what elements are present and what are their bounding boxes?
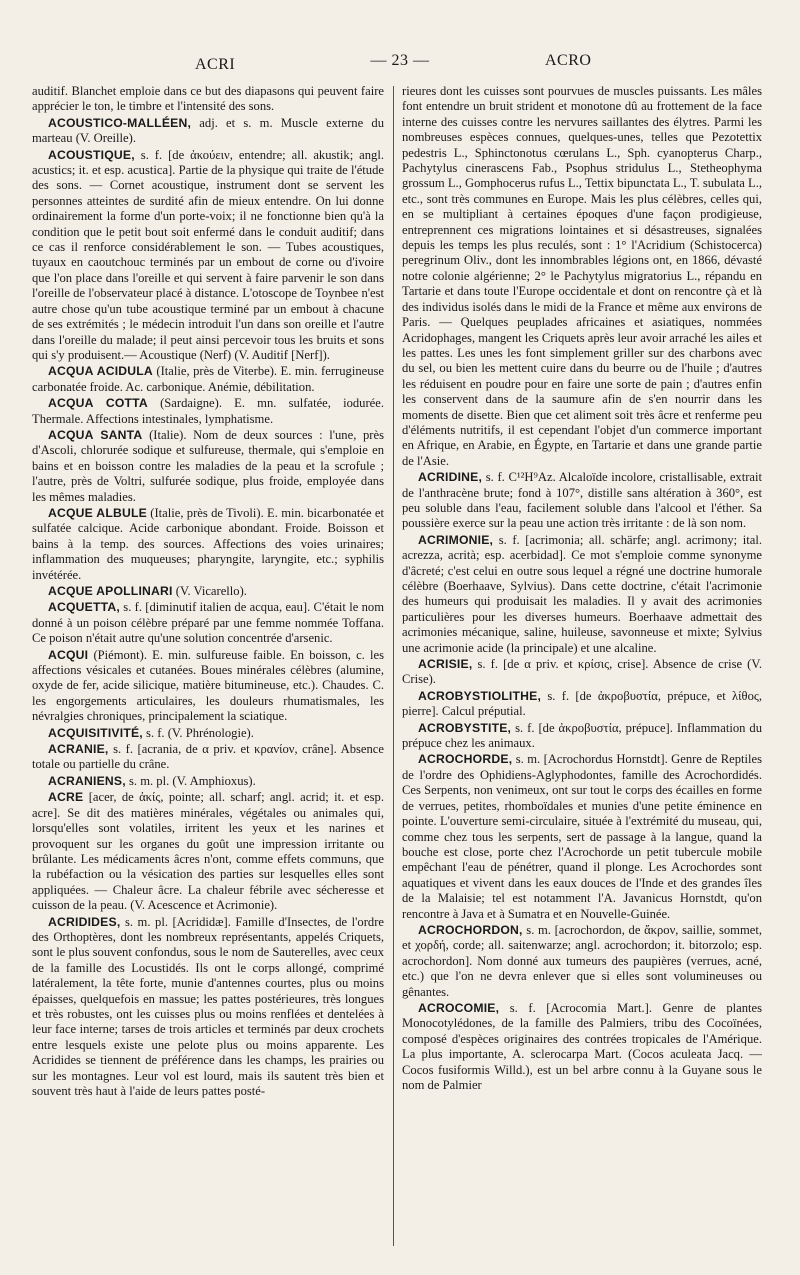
entry-headword: ACQUA SANTA [48,427,143,442]
dictionary-entry [402,721,762,752]
entry-text: (Piémont). E. min. sulfureuse faible. En boisson, c. les affections vésicales et cutanées. Boues minérales célèbres (alumine, oxyde de fer, acide silicique, matière bitumineuse, etc.). Chaudes. C. les engorgements articulaires, les douleurs rhumatismales, les névralgies chroniques, principalement la sciatique. [32,647,384,724]
entry-text: adj. et s. m. Muscle externe du marteau (V. Oreille). [32,115,384,146]
entry-headword: ACRE [48,790,84,805]
entry-text: s. f. [de ἀκροβυστία, prépuce]. Inflammation du prépuce chez les animaux. [402,720,762,751]
entry-text: s. f. C¹²H⁹Az. Alcaloïde incolore, cristallisable, extrait de l'anthracène brute; fond à 107°, distille sans altération à 360°, est peu soluble dans l'eau, facilement soluble dans l'alcool et l'éther. Sa poussière exerce sur la peau une action très irritante : de là son nom. [402,470,762,531]
dictionary-entry [32,600,384,646]
page-header [40,52,760,80]
header-right-guide-word: ACRO [545,52,592,69]
entry-text: (Italie). Nom de deux sources : l'une, près d'Ascoli, chlorurée sodique et sulfureuse, thermale, qui s'emploie en bains et en boisson contre les maladies de la peau et la scrofule ; l'autre, près de Voltri, sulfurée sodique, plus froide, employée dans les mêmes maladies. [32,427,384,504]
entry-text: s. f. [de ἀκούειν, entendre; all. akustik; angl. acustics; it. et esp. acustica]. Partie de la physique qui traite de l'étude des sons. — Cornet acoustique, instrument dont se servent les personnes atteintes de surdité afin de mieux entendre. On lui donne ordinairement la forme d'un porte-voix; il ne fonctionne bien qu'à la condition que le petit bout soit enfermé dans le conduit auditif; dans ce cas il renforce considérablement le son. — Tubes acoustiques, tuyaux en caoutchouc terminés par un embout de corne ou d'ivoire que l'on place dans l'oreille et qui servent à faire parvenir le son dans l'oreille de l'observateur placé à distance. L'otoscope de Toynbee n'est autre chose qu'un tube acoustique terminé par un embout à chacune de ses extrémités ; le médecin introduit l'un dans son oreille et l'autre dans l'oreille du malade; il peut ainsi percevoir tous les bruits et sons qui s'y produisent.— Acoustique (Nerf) (V. Auditif [Nerf]). [32,147,384,362]
dictionary-entry [32,84,384,115]
dictionary-entry [402,533,762,656]
entry-text: s. m. pl. (V. Amphioxus). [125,773,256,788]
dictionary-entry [32,726,384,741]
dictionary-entry [402,470,762,532]
dictionary-entry [402,84,762,469]
entry-text: s. f. (V. Phrénologie). [142,725,254,740]
entry-text: s. f. [de α priv. et κρίσις, crise]. Absence de crise (V. Crise). [402,657,762,687]
entry-headword: ACRIMONIE, [418,532,494,547]
dictionary-entry [32,915,384,1100]
dictionary-entry [402,657,762,688]
dictionary-entry [32,584,384,599]
entry-headword: ACRISIE, [418,657,473,672]
dictionary-entry [32,506,384,583]
entry-text: s. m. [acrochordon, de ἄκρον, saillie, sommet, et χορδή, corde; all. saitenwarze; angl. acrochordon; it. bitorzolo; esp. acrochordon]. Nom donné aux tumeurs des paupières (verrues, acné, etc.) que l'on ne devra enlever que si elles sont volumineuses ou gênantes. [402,922,762,999]
entry-headword: ACROCHORDON, [418,922,523,937]
entry-headword: ACRIDINE, [418,470,483,485]
entry-headword: ACROCOMIE, [418,1000,500,1015]
left-column [32,84,384,1254]
entry-text: s. f. [diminutif italien de acqua, eau]. C'était le nom donné à un poison célèbre préparé par une femme nommée Toffana. Ce poison n'était autre qu'une solution concentrée d'arsenic. [32,600,384,646]
dictionary-entry [32,742,384,773]
entry-text: (V. Vicarello). [172,584,247,598]
entry-headword: ACROBYSTIOLITHE, [418,688,542,703]
entry-headword: ACROCHORDE, [418,752,513,767]
entry-headword: ACQUA ACIDULA [48,364,153,379]
entry-headword: ACQUETTA, [48,600,120,615]
entry-text: s. f. [Acrocomia Mart.]. Genre de plantes Monocotylédones, de la famille des Palmiers, tribu des Cocoïnées, composé d'espèces originaires des contrées tropicales de l'Amérique. La plus importante, A. sclerocarpa Mart. (Cocos aculeata Jacq. — Cocos fusiformis Willd.), est un bel arbre connu à la Guyane sous le nom de Palmier [402,1000,762,1092]
entry-text: rieures dont les cuisses sont pourvues de muscles puissants. Les mâles font entendre un bruit strident et monotone dû au frottement de la face interne des cuisses contre les nervures saillantes des élytres. Parmi les nombreuses espèces connues, quelques-unes, telles que Pezotettix pedestris L., Sphinctonotus cœrulans L., Sph. cyanopterus Charp., Pachytylus cinerascens Fab., Psophus stridulus L., Stetheophyma grossum L., Gomphocerus rufus L., Tettix bipunctata L., T. subulata L., etc., sont très communes en Europe. Mais les plus célèbres, celles qui, en se multipliant à certaines époques d'une façon prodigieuse, entreprennent ces migrations lointaines et si désastreuses, signalées depuis les temps les plus reculés, sont : 1° l'Acridium (Schistocerca) peregrinum Oliv., dont les innombrables légions ont, en 1866, dévasté notre colonie algérienne; 2° le Pachytylus migratorius L., répandu en Tartarie et dans toute l'Europe occidentale et dont on rencontre çà et là des individus isolés dans le midi de la France et même aux environs de Paris. — Quelques peuplades africaines et asiatiques, nommées Acridophages, mangent les Criquets après leur avoir arraché les ailes et les pattes. Les unes les font simplement griller sur des charbons avec du sel, ou bien les mettent cuire dans du beurre ou de l'huile ; d'autres les réduisent en poudre pour en faire une sorte de pain ; d'autres enfin les conservent dans de la saumure afin de s'en nourrir dans les moments de disette. Bien que cet aliment soit très âcre et renferme peu d'éléments nutritifs, il est cependant l'objet d'un commerce important en Afrique, en Arabie, en Égypte, en Tartarie et dans une grande partie de l'Asie. [402,84,762,468]
entry-text: [acer, de ἀκίς, pointe; all. scharf; angl. acrid; it. et esp. acre]. Se dit des matières minérales, végétales ou animales qui, lorsqu'elles sont volatiles, irritent les yeux et les narines et provoquent sur les organes du goût une impression irritante ou brûlante. Les médicaments âcres n'ont, comme effets communs, que la rubéfaction ou la vésication des parties sur lesquelles elles sont appliquées. — Chaleur âcre. La chaleur fébrile avec sécheresse et cuisson de la peau. (V. Acescence et Acrimonie). [32,790,384,913]
entry-text: s. m. [Acrochordus Hornstdt]. Genre de Reptiles de l'ordre des Ophidiens-Aglyphodontes, famille des Acrochordidés. Ces Serpents, non venimeux, ont sur tout le corps des écailles en forme de verrues, petites, rhomboïdales et munies d'une petite éminence en pointe. L'ouverture semi-circulaire, située à l'extrémité du museau, qui, comme chez tous les serpents, sert de passage à la langue, quand la bouche est close, porte chez l'Acrochorde un petit tubercule mobile empêchant l'eau de pénétrer, quand il plonge. Les Acrochordes sont aquatiques et vivent dans les eaux douces de l'Inde et des grandes îles de la Malaisie; tel est notamment l'A. Javanicus Hornstdt, qu'on rencontre à Java et à Sumatra et en Nouvelle-Guinée. [402,752,762,921]
dictionary-entry [32,648,384,725]
dictionary-entry [402,923,762,1000]
entry-headword: ACRANIE, [48,742,109,757]
entry-headword: ACQUA COTTA [48,396,148,411]
entry-headword: ACQUISITIVITÉ, [48,725,143,740]
dictionary-entry [32,396,384,427]
entry-text: s. m. pl. [Acrididæ]. Famille d'Insectes, de l'ordre des Orthoptères, dont les nombreux représentants, appelés Criquets, sont le plus souvent confondus, sous le nom de Sauterelles, avec ceux de la famille des Locustidés. Ils ont le corps allongé, comprimé latéralement, la tête forte, munie d'antennes courtes, plus ou moins épaisses, quelquefois en massue; les pattes postérieures, très longues et très robustes, ont les cuisses plus ou moins renflées et dentelées à leur face interne; tarses de trois articles et terminés par deux crochets entre lesquels existe une pelote plus ou moins apparente. Les Acridides se tiennent de préférence dans les champs, les prairies ou sur les montagnes. Leur vol est lourd, mais ils sautent très bien et souvent très haut à l'aide de leurs pattes posté- [32,914,384,1098]
right-column [402,84,762,1254]
entry-text: s. f. [acrania, de α priv. et κρανίον, crâne]. Absence totale ou partielle du crâne. [32,742,384,772]
dictionary-entry [402,752,762,921]
dictionary-entry [402,689,762,720]
entry-headword: ACRIDIDES, [48,914,121,929]
entry-text: (Italie, près de Viterbe). E. min. ferrugineuse carbonatée froide. Ac. carbonique. Anémie, débilitation. [32,364,384,394]
dictionary-entry [32,428,384,505]
entry-text: auditif. Blanchet emploie dans ce but des diapasons qui peuvent faire apprécier le ton, le timbre et l'intensité des sons. [32,84,384,114]
dictionary-entry [402,1001,762,1093]
dictionary-entry [32,774,384,789]
entry-headword: ACOUSTIQUE, [48,147,135,162]
dictionary-entry [32,364,384,395]
dictionary-entry [32,790,384,913]
entry-headword: ACOUSTICO-MALLÉEN, [48,115,192,130]
entry-headword: ACQUE ALBULE [48,505,147,520]
entry-text: (Sardaigne). E. mn. sulfatée, iodurée. Thermale. Affections intestinales, lymphatisme. [32,396,384,426]
entry-text: (Italie, près de Tivoli). E. min. bicarbonatée et sulfatée calcique. Acide carbonique abondant. Froide. Boisson et bains à la temp. des sources. Affections des voies urinaires; inflammation des muqueuses; pharyngite, laryngite, etc.; syphilis invétérée. [32,505,384,582]
dictionary-entry [32,148,384,364]
page-number: — 23 — [370,52,430,69]
dictionary-entry [32,116,384,147]
entry-headword: ACROBYSTITE, [418,720,512,735]
entry-text: s. f. [de ἀκροβυστία, prépuce, et λίθος, pierre]. Calcul préputial. [402,688,762,719]
header-left-guide-word: ACRI [195,56,236,73]
entry-headword: ACQUI [48,647,89,662]
entry-text: s. f. [acrimonia; all. schärfe; angl. acrimony; ital. acrezza, acrità; esp. acerbidad]. Ce mot s'emploie comme synonyme d'âcreté; c'est celui en outre sous lequel a régné une doctrine humorale célèbre (Boerhaave, Sylvius). Dans cette doctrine, c'était l'acrimonie des humeurs qui produisait les maladies. Il y avait des acrimonies particulières pour les diverses humeurs. Boerhaave admettait des acrimonies mécanique, saline, huileuse, savonneuse et mixte; Sylvius une acrimonie acide (la principale) et une alcaline. [402,532,762,655]
entry-headword: ACQUE APOLLINARI [48,584,173,598]
entry-headword: ACRANIENS, [48,773,126,788]
column-divider [393,86,394,1246]
